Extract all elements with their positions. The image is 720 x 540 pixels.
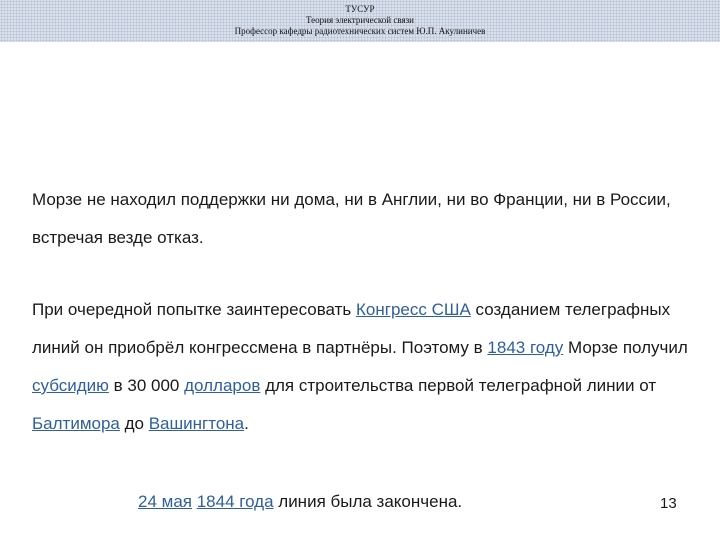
slide-header bbox=[0, 0, 720, 42]
paragraph-refusals-text: Морзе не находил поддержки ни дома, ни в Англии, ни во Франции, ни в России, встречая везде отказ. bbox=[32, 190, 671, 247]
link-washington[interactable]: Вашингтона bbox=[148, 414, 245, 433]
text-segment: . bbox=[244, 414, 249, 433]
header-author: Профессор кафедры радиотехнических систем Ю.П. Акулиничев bbox=[234, 26, 486, 36]
closing-line bbox=[138, 490, 462, 514]
header-university: ТУСУР bbox=[345, 4, 375, 14]
link-1844[interactable]: 1844 года bbox=[196, 492, 274, 511]
text-segment: линия была закончена. bbox=[273, 492, 463, 511]
link-dollars[interactable]: долларов bbox=[184, 376, 261, 395]
header-course: Теория электрической связи bbox=[305, 15, 414, 25]
text-segment: созданием телеграфных линий он приобрёл конгрессмена в партнёры. Поэтому в bbox=[32, 300, 671, 357]
link-may-24[interactable]: 24 мая bbox=[138, 492, 192, 511]
link-baltimore[interactable]: Балтимора bbox=[32, 414, 120, 433]
link-subsidy[interactable]: субсидию bbox=[32, 376, 109, 395]
paragraph-refusals bbox=[32, 181, 692, 257]
text-segment: до bbox=[119, 414, 149, 433]
page-number: 13 bbox=[660, 495, 677, 512]
text-segment: При очередной попытке заинтересовать bbox=[32, 300, 357, 319]
link-1843[interactable]: 1843 году bbox=[487, 338, 564, 357]
text-segment: для строительства первой телеграфной линии от bbox=[260, 376, 657, 395]
paragraph-congress bbox=[32, 291, 692, 443]
text-segment: Морзе получил bbox=[563, 338, 688, 357]
link-congress[interactable]: Конгресс США bbox=[356, 300, 471, 319]
text-segment: в 30 000 bbox=[108, 376, 185, 395]
